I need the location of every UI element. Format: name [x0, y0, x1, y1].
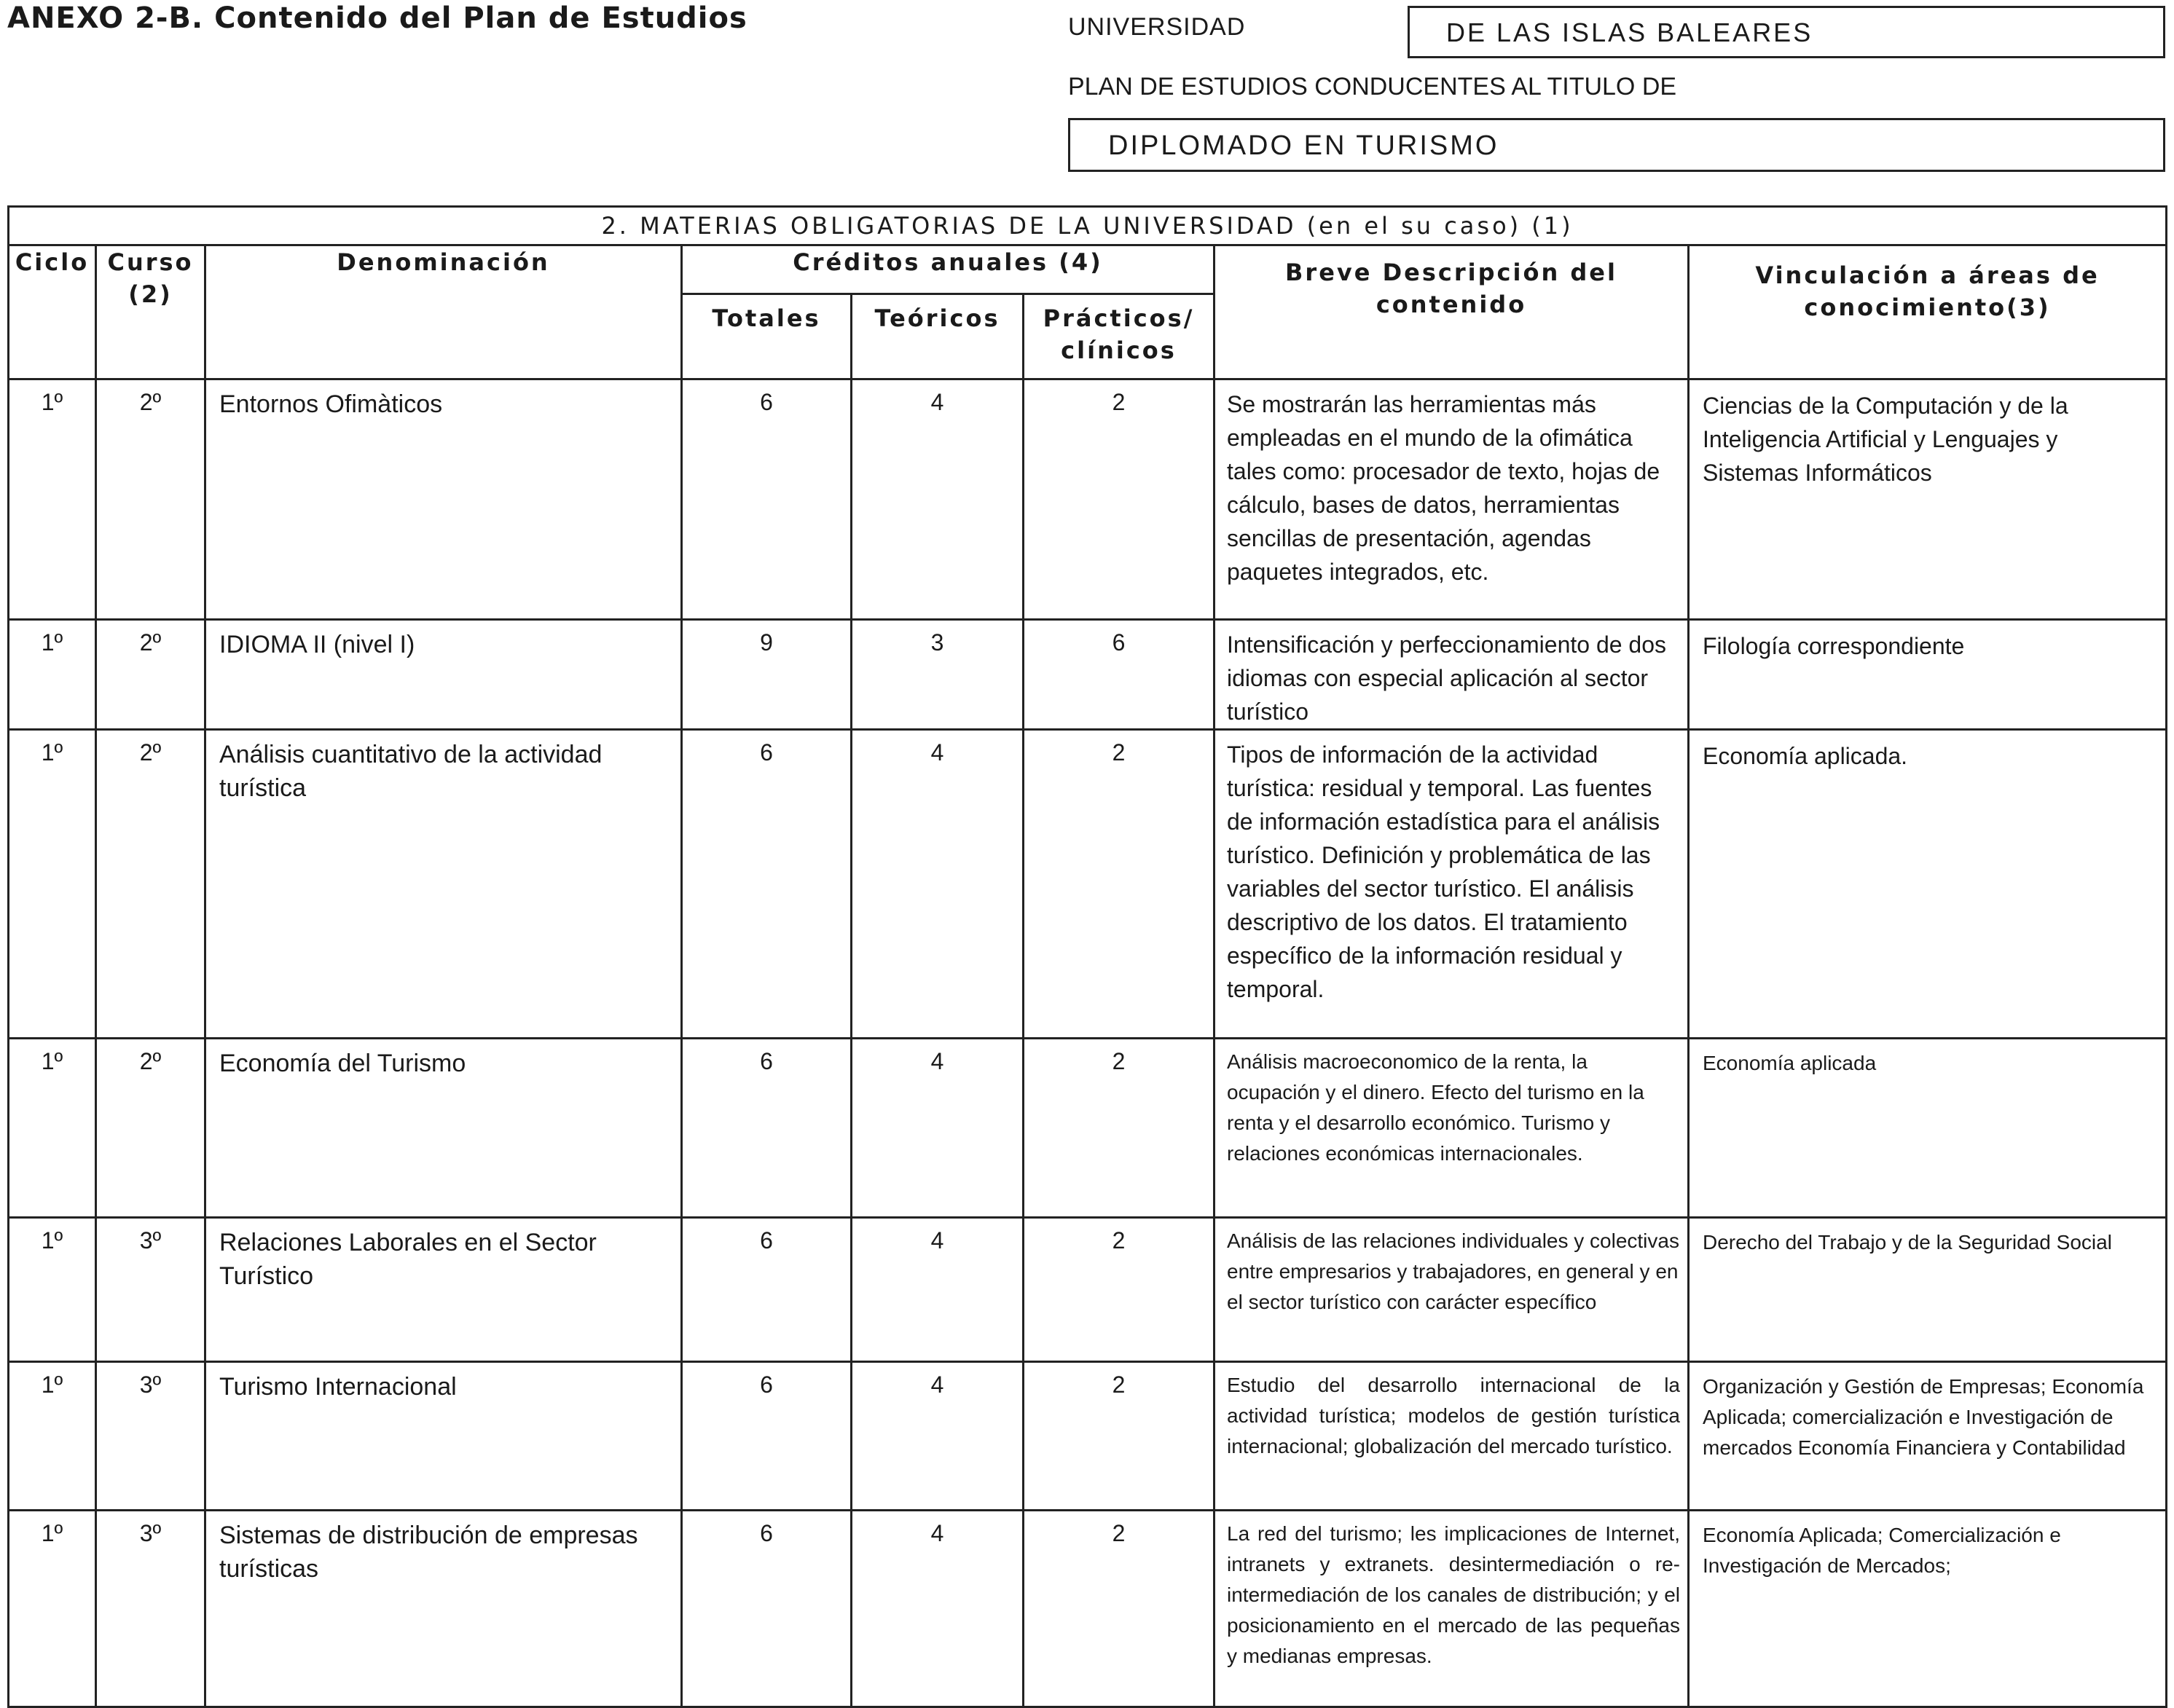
- cell-denominacion: Sistemas de distribución de empresas turísticas: [205, 1511, 682, 1707]
- degree-box: DIPLOMADO EN TURISMO: [1068, 118, 2165, 172]
- cell-descripcion: Análisis de las relaciones individuales y colectivas entre empresarios y trabajadores, en general y en el sector turístico con carácter específico: [1214, 1218, 1689, 1362]
- cell-practicos: 2: [1024, 730, 1214, 1039]
- cell-denominacion: Turismo Internacional: [205, 1362, 682, 1511]
- cell-teoricos: 4: [852, 1362, 1024, 1511]
- cell-descripcion: Estudio del desarrollo internacional de la actividad turística; modelos de gestión turística internacional; globalización del mercado turístico.: [1214, 1362, 1689, 1511]
- cell-ciclo: 1º: [9, 730, 96, 1039]
- cell-totales: 6: [682, 1039, 852, 1218]
- cell-vinculacion: Filología correspondiente: [1689, 620, 2167, 730]
- cell-curso: 2º: [96, 730, 205, 1039]
- cell-descripcion: Análisis macroeconomico de la renta, la ocupación y el dinero. Efecto del turismo en la renta y el desarrollo económico. Turismo y relaciones económicas internacionales.: [1214, 1039, 1689, 1218]
- cell-vinculacion: Derecho del Trabajo y de la Seguridad Social: [1689, 1218, 2167, 1362]
- cell-vinculacion: Economía Aplicada; Comercialización e Investigación de Mercados;: [1689, 1511, 2167, 1707]
- table-row: [9, 730, 2167, 1039]
- cell-ciclo: 1º: [9, 1362, 96, 1511]
- cell-totales: 9: [682, 620, 852, 730]
- cell-descripcion: Intensificación y perfeccionamiento de dos idiomas con especial aplicación al sector turístico: [1214, 620, 1689, 730]
- section-title-row: [9, 207, 2167, 245]
- cell-totales: 6: [682, 1218, 852, 1362]
- cell-curso: 2º: [96, 620, 205, 730]
- table-row: [9, 620, 2167, 730]
- table-row: [9, 1511, 2167, 1707]
- cell-denominacion: IDIOMA II (nivel I): [205, 620, 682, 730]
- cell-denominacion: Análisis cuantitativo de la actividad turística: [205, 730, 682, 1039]
- cell-practicos: 2: [1024, 1039, 1214, 1218]
- cell-teoricos: 4: [852, 1218, 1024, 1362]
- cell-practicos: 2: [1024, 379, 1214, 620]
- plan-label: PLAN DE ESTUDIOS CONDUCENTES AL TITULO DE: [1068, 73, 1677, 101]
- col-header-creditos: Créditos anuales (4): [682, 245, 1214, 294]
- table-row: [9, 1218, 2167, 1362]
- cell-ciclo: 1º: [9, 620, 96, 730]
- cell-curso: 2º: [96, 379, 205, 620]
- cell-totales: 6: [682, 1511, 852, 1707]
- cell-practicos: 2: [1024, 1362, 1214, 1511]
- cell-descripcion: La red del turismo; les implicaciones de Internet, intranets y extranets. desintermediación o re-intermediación de los canales de distribución; y el posicionamiento en el mercado de las pequeñas y medianas empresas.: [1214, 1511, 1689, 1707]
- col-header-teoricos: Teóricos: [852, 294, 1024, 379]
- table-row: [9, 379, 2167, 620]
- cell-vinculacion: Organización y Gestión de Empresas; Economía Aplicada; comercialización e Investigación de mercados Economía Financiera y Contabilidad: [1689, 1362, 2167, 1511]
- cell-practicos: 2: [1024, 1511, 1214, 1707]
- university-label: UNIVERSIDAD: [1068, 13, 1246, 41]
- cell-totales: 6: [682, 1362, 852, 1511]
- cell-practicos: 2: [1024, 1218, 1214, 1362]
- cell-ciclo: 1º: [9, 1039, 96, 1218]
- cell-descripcion: Se mostrarán las herramientas más empleadas en el mundo de la ofimática tales como: procesador de texto, hojas de cálculo, bases de datos, herramientas sencillas de presentación, agendas paquetes integrados, etc.: [1214, 379, 1689, 620]
- cell-vinculacion: Economía aplicada: [1689, 1039, 2167, 1218]
- university-name-box: DE LAS ISLAS BALEARES: [1408, 6, 2165, 58]
- cell-curso: 3º: [96, 1218, 205, 1362]
- cell-curso: 3º: [96, 1511, 205, 1707]
- cell-vinculacion: Economía aplicada.: [1689, 730, 2167, 1039]
- subjects-table: [7, 205, 2167, 1708]
- cell-teoricos: 3: [852, 620, 1024, 730]
- cell-totales: 6: [682, 379, 852, 620]
- col-header-practicos: Prácticos/ clínicos: [1024, 294, 1214, 379]
- cell-descripcion: Tipos de información de la actividad turística: residual y temporal. Las fuentes de información estadística para el análisis turístico. Definición y problemática de las variables del sector turístico. El análisis descriptivo de los datos. El tratamiento específico de la información residual y temporal.: [1214, 730, 1689, 1039]
- cell-denominacion: Relaciones Laborales en el Sector Turístico: [205, 1218, 682, 1362]
- col-header-denominacion: Denominación: [205, 245, 682, 379]
- annex-title: ANEXO 2-B. Contenido del Plan de Estudios: [7, 1, 747, 35]
- cell-totales: 6: [682, 730, 852, 1039]
- cell-curso: 2º: [96, 1039, 205, 1218]
- cell-denominacion: Entornos Ofimàticos: [205, 379, 682, 620]
- cell-teoricos: 4: [852, 379, 1024, 620]
- col-header-vinculacion: Vinculación a áreas de conocimiento(3): [1689, 245, 2167, 379]
- cell-denominacion: Economía del Turismo: [205, 1039, 682, 1218]
- table-row: [9, 1039, 2167, 1218]
- col-header-totales: Totales: [682, 294, 852, 379]
- col-header-descripcion: Breve Descripción del contenido: [1214, 245, 1689, 379]
- section-title: 2. MATERIAS OBLIGATORIAS DE LA UNIVERSIDAD (en el su caso) (1): [9, 207, 2167, 245]
- cell-curso: 3º: [96, 1362, 205, 1511]
- cell-ciclo: 1º: [9, 1218, 96, 1362]
- cell-teoricos: 4: [852, 1039, 1024, 1218]
- cell-teoricos: 4: [852, 1511, 1024, 1707]
- col-header-curso: Curso (2): [96, 245, 205, 379]
- header-row: [9, 245, 2167, 294]
- cell-practicos: 6: [1024, 620, 1214, 730]
- cell-vinculacion: Ciencias de la Computación y de la Inteligencia Artificial y Lenguajes y Sistemas Informáticos: [1689, 379, 2167, 620]
- cell-ciclo: 1º: [9, 1511, 96, 1707]
- cell-teoricos: 4: [852, 730, 1024, 1039]
- col-header-ciclo: Ciclo: [9, 245, 96, 379]
- table-row: [9, 1362, 2167, 1511]
- cell-ciclo: 1º: [9, 379, 96, 620]
